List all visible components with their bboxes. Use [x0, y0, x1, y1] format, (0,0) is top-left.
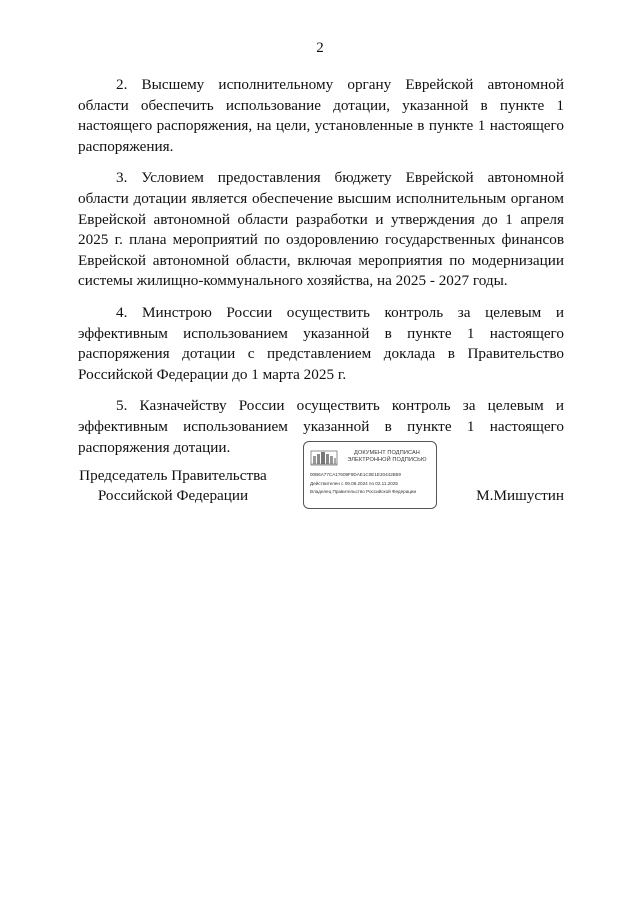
stamp-validity-period: Действителен с 09.08.2024 по 02.11.2025: [310, 481, 398, 486]
stamp-header-line-2: ЭЛЕКТРОННОЙ ПОДПИСЬЮ: [347, 457, 427, 463]
signatory-title-line-2: Российской Федерации: [97, 486, 249, 504]
page-number: 2: [316, 40, 324, 56]
electronic-signature-stamp: [303, 441, 437, 509]
document-body: [78, 75, 564, 458]
coat-of-arms-emblem-icon: [310, 448, 338, 466]
signatory-name: М.Мишустин: [476, 487, 564, 504]
stamp-header-line-1: ДОКУМЕНТ ПОДПИСАН: [354, 450, 420, 456]
stamp-owner: Владелец Правительство Российской Федерации: [310, 489, 417, 494]
signatory-title: [78, 466, 268, 505]
paragraph-2: 2. Высшему исполнительному органу Еврейской автономной области обеспечить использование дотации, указанной в пункте 1 настоящего распоряжения, на цели, установленные в пункте 1 настоящего распоряжения.: [78, 76, 564, 155]
stamp-certificate-serial: 00B6A77CA17609F9DAE1C0E1E20442B59: [310, 472, 401, 477]
paragraph-3: 3. Условием предоставления бюджету Еврейской автономной области дотации является обеспечение высшим исполнительным органом Еврейской автономной области разработки и утверждения до 1 апреля 2025 г. плана мероприятий по оздоровлению государственных финансов Еврейской автономной области, включая мероприятия по модернизации системы жилищно-коммунального хозяйства, на 2025 - 2027 годы.: [78, 169, 564, 290]
paragraph-4: 4. Минстрою России осуществить контроль за целевым и эффективным использованием указанной в пункте 1 настоящего распоряжения дотации с представлением доклада в Правительство Российской Федерации до 1 марта 2025 г.: [78, 303, 564, 383]
paragraph-5: 5. Казначейству России осуществить контроль за целевым и эффективным использованием указанной в пункте 1 настоящего распоряжения дотации.: [78, 397, 564, 456]
signatory-title-line-1: Председатель Правительства: [79, 467, 267, 484]
stamp-header: [340, 450, 434, 464]
